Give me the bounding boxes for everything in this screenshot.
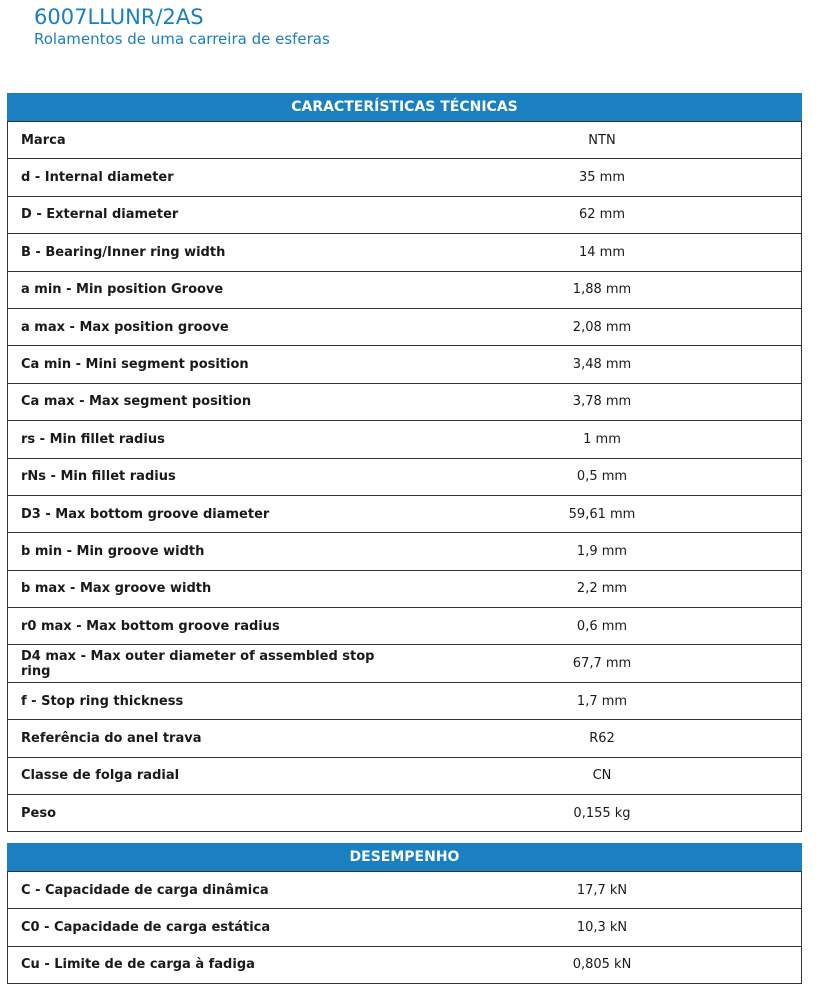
table-row — [8, 383, 801, 420]
row-value: 1 mm — [583, 431, 621, 447]
row-label: D - External diameter — [21, 207, 179, 223]
technical-section — [7, 93, 802, 832]
table-row — [8, 570, 801, 607]
table-row — [8, 682, 801, 719]
table-row — [8, 908, 801, 945]
performance-section — [7, 843, 802, 984]
row-label: a max - Max position groove — [21, 319, 229, 335]
table-row — [8, 121, 801, 158]
row-label: r0 max - Max bottom groove radius — [21, 618, 280, 634]
table-row — [8, 719, 801, 756]
row-label: d - Internal diameter — [21, 170, 174, 186]
table-row — [8, 871, 801, 908]
row-label: Referência do anel trava — [21, 730, 202, 746]
row-value: 0,6 mm — [576, 618, 628, 634]
table-row — [8, 532, 801, 569]
row-value: 0,155 kg — [573, 805, 631, 821]
row-label: B - Bearing/Inner ring width — [21, 244, 226, 260]
product-subtitle: Rolamentos de uma carreira de esferas — [34, 30, 330, 48]
table-row — [8, 233, 801, 270]
row-label: Ca max - Max segment position — [21, 394, 252, 410]
table-row — [8, 946, 801, 983]
row-label: Marca — [21, 132, 66, 148]
page-header — [34, 4, 330, 48]
row-value: 67,7 mm — [572, 656, 632, 672]
row-value: 59,61 mm — [568, 506, 636, 522]
technical-table — [7, 121, 802, 832]
row-value: 3,48 mm — [572, 357, 632, 373]
row-label: D3 - Max bottom groove diameter — [21, 506, 270, 522]
product-code: 6007LLUNR/2AS — [34, 5, 204, 29]
table-row — [8, 271, 801, 308]
row-value: R62 — [589, 730, 615, 746]
row-value: 1,88 mm — [572, 282, 632, 298]
row-label: rs - Min fillet radius — [21, 431, 165, 447]
row-value: 0,5 mm — [576, 469, 628, 485]
row-label: D4 max - Max outer diameter of assembled stop ring — [21, 648, 375, 679]
table-row — [8, 757, 801, 794]
row-value: 3,78 mm — [572, 394, 632, 410]
row-value: 35 mm — [578, 170, 625, 186]
technical-section-title: CARACTERÍSTICAS TÉCNICAS — [7, 93, 802, 121]
row-label: Ca min - Mini segment position — [21, 357, 249, 373]
row-label: rNs - Min fillet radius — [21, 469, 176, 485]
row-value: 2,08 mm — [572, 319, 632, 335]
row-label: C - Capacidade de carga dinâmica — [21, 882, 269, 898]
performance-section-title: DESEMPENHO — [7, 843, 802, 871]
row-label: Peso — [21, 805, 57, 821]
row-label: Cu - Limite de de carga à fadiga — [21, 957, 255, 973]
table-row — [8, 644, 801, 681]
row-label: C0 - Capacidade de carga estática — [21, 920, 271, 936]
row-value: NTN — [588, 132, 616, 148]
row-label: f - Stop ring thickness — [21, 693, 184, 709]
row-label: Classe de folga radial — [21, 768, 180, 784]
row-value: 14 mm — [578, 244, 625, 260]
table-row — [8, 158, 801, 195]
row-label: b min - Min groove width — [21, 543, 205, 559]
performance-table — [7, 871, 802, 984]
row-value: CN — [592, 768, 612, 784]
row-value: 10,3 kN — [576, 920, 628, 936]
table-row — [8, 345, 801, 382]
table-row — [8, 607, 801, 644]
table-row — [8, 495, 801, 532]
table-row — [8, 458, 801, 495]
row-value: 2,2 mm — [576, 581, 628, 597]
row-label: b max - Max groove width — [21, 581, 212, 597]
row-value: 0,805 kN — [572, 957, 632, 973]
row-label: a min - Min position Groove — [21, 282, 224, 298]
table-row — [8, 308, 801, 345]
row-value: 17,7 kN — [576, 882, 628, 898]
row-value: 62 mm — [578, 207, 625, 223]
row-value: 1,9 mm — [576, 543, 628, 559]
row-value: 1,7 mm — [576, 693, 628, 709]
table-row — [8, 794, 801, 831]
table-row — [8, 196, 801, 233]
table-row — [8, 420, 801, 457]
